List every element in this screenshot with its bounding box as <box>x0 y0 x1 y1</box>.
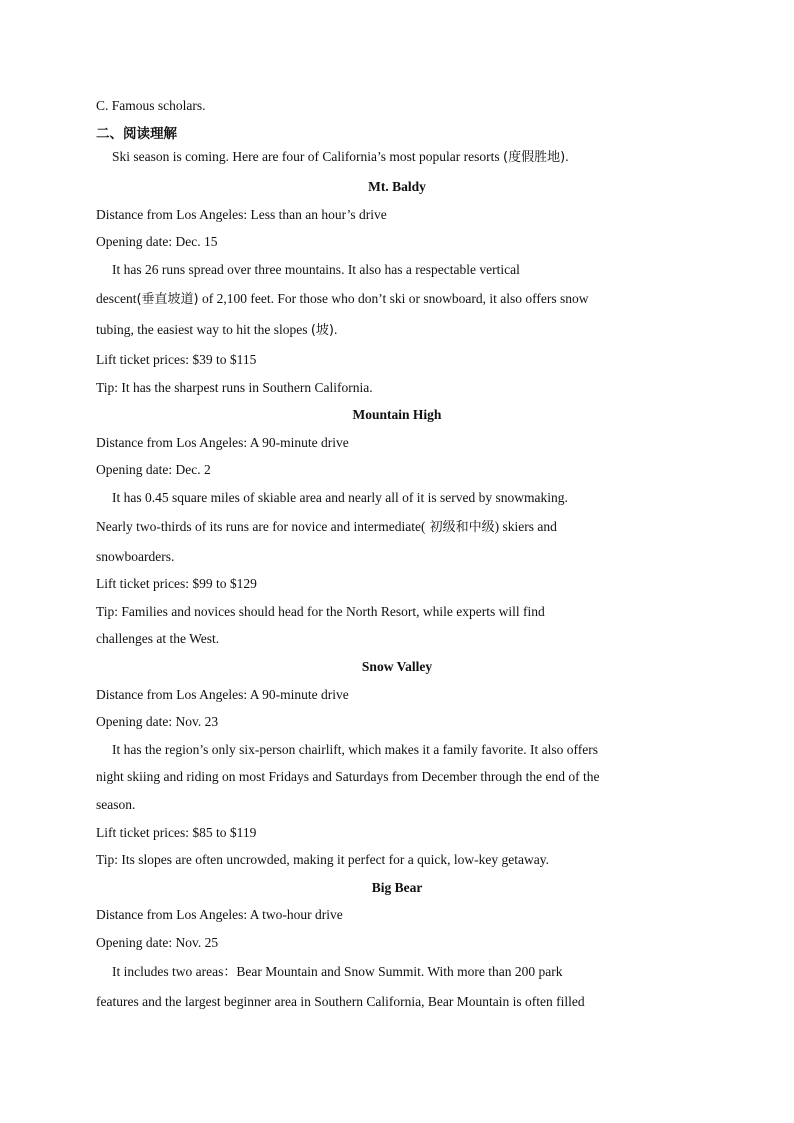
intro-gloss: (度假胜地) <box>503 150 566 165</box>
resort-tip: Tip: Families and novices should head for the North Resort, while experts will find <box>96 604 545 619</box>
resort-distance: Distance from Los Angeles: Less than an hour’s drive <box>96 207 387 222</box>
resort-tip: challenges at the West. <box>96 631 220 646</box>
resort-distance: Distance from Los Angeles: A 90-minute drive <box>96 435 349 450</box>
resort-title: Snow Valley <box>361 659 433 674</box>
section-heading: 二、阅读理解 <box>96 126 177 142</box>
resort-description-line: features and the largest beginner area in Southern California, Bear Mountain is often filled <box>96 994 585 1009</box>
resort-opening-date: Opening date: Nov. 23 <box>96 714 219 729</box>
resort-tip: Tip: Its slopes are often uncrowded, making it perfect for a quick, low-key getaway. <box>96 852 549 867</box>
desc-text: descent <box>96 291 137 306</box>
resort-description-line: snowboarders. <box>96 549 175 564</box>
intro-period: . <box>565 149 569 164</box>
intro-paragraph <box>112 148 569 167</box>
desc-gloss: (坡) <box>310 323 334 338</box>
resort-description-line: It has 26 runs spread over three mountains. It also has a respectable vertical <box>112 262 520 277</box>
resort-description-line: season. <box>96 797 136 812</box>
desc-gloss: 初级和中级 <box>425 520 495 535</box>
resort-opening-date: Opening date: Nov. 25 <box>96 935 219 950</box>
resort-opening-date: Opening date: Dec. 2 <box>96 462 211 477</box>
resort-description-line <box>96 518 557 537</box>
desc-text: ) skiers and <box>494 519 557 534</box>
resort-title: Mt. Baldy <box>368 179 426 194</box>
resort-distance: Distance from Los Angeles: A 90-minute drive <box>96 687 349 702</box>
intro-text: Ski season is coming. Here are four of California’s most popular resorts <box>112 149 504 164</box>
resort-tip: Tip: It has the sharpest runs in Southern California. <box>96 380 373 395</box>
resort-description-line: It has the region’s only six-person chairlift, which makes it a family favorite. It also offers <box>112 742 598 757</box>
desc-gloss: (垂直坡道) <box>136 292 199 307</box>
desc-text: It includes two areas <box>112 964 224 979</box>
desc-text: tubing, the easiest way to hit the slopes <box>96 322 311 337</box>
desc-text: . <box>334 322 338 337</box>
resort-description-line: night skiing and riding on most Fridays and Saturdays from December through the end of the <box>96 769 600 784</box>
resort-lift-prices: Lift ticket prices: $39 to $115 <box>96 352 257 367</box>
desc-text: Nearly two-thirds of its runs are for novice and intermediate( <box>96 519 426 534</box>
resort-description-line <box>112 963 563 982</box>
resort-lift-prices: Lift ticket prices: $85 to $119 <box>96 825 257 840</box>
previous-answer-option: C. Famous scholars. <box>96 98 206 113</box>
resort-title: Big Bear <box>371 880 423 895</box>
resort-description-line: It has 0.45 square miles of skiable area and nearly all of it is served by snowmaking. <box>112 490 568 505</box>
desc-text: Bear Mountain and Snow Summit. With more than 200 park <box>236 964 563 979</box>
resort-opening-date: Opening date: Dec. 15 <box>96 234 218 249</box>
resort-description-line <box>96 321 337 340</box>
resort-lift-prices: Lift ticket prices: $99 to $129 <box>96 576 257 591</box>
desc-colon: ： <box>223 965 237 980</box>
resort-description-line <box>96 290 588 309</box>
desc-text: of 2,100 feet. For those who don’t ski or snowboard, it also offers snow <box>198 291 589 306</box>
resort-distance: Distance from Los Angeles: A two-hour drive <box>96 907 343 922</box>
resort-title: Mountain High <box>352 407 442 422</box>
